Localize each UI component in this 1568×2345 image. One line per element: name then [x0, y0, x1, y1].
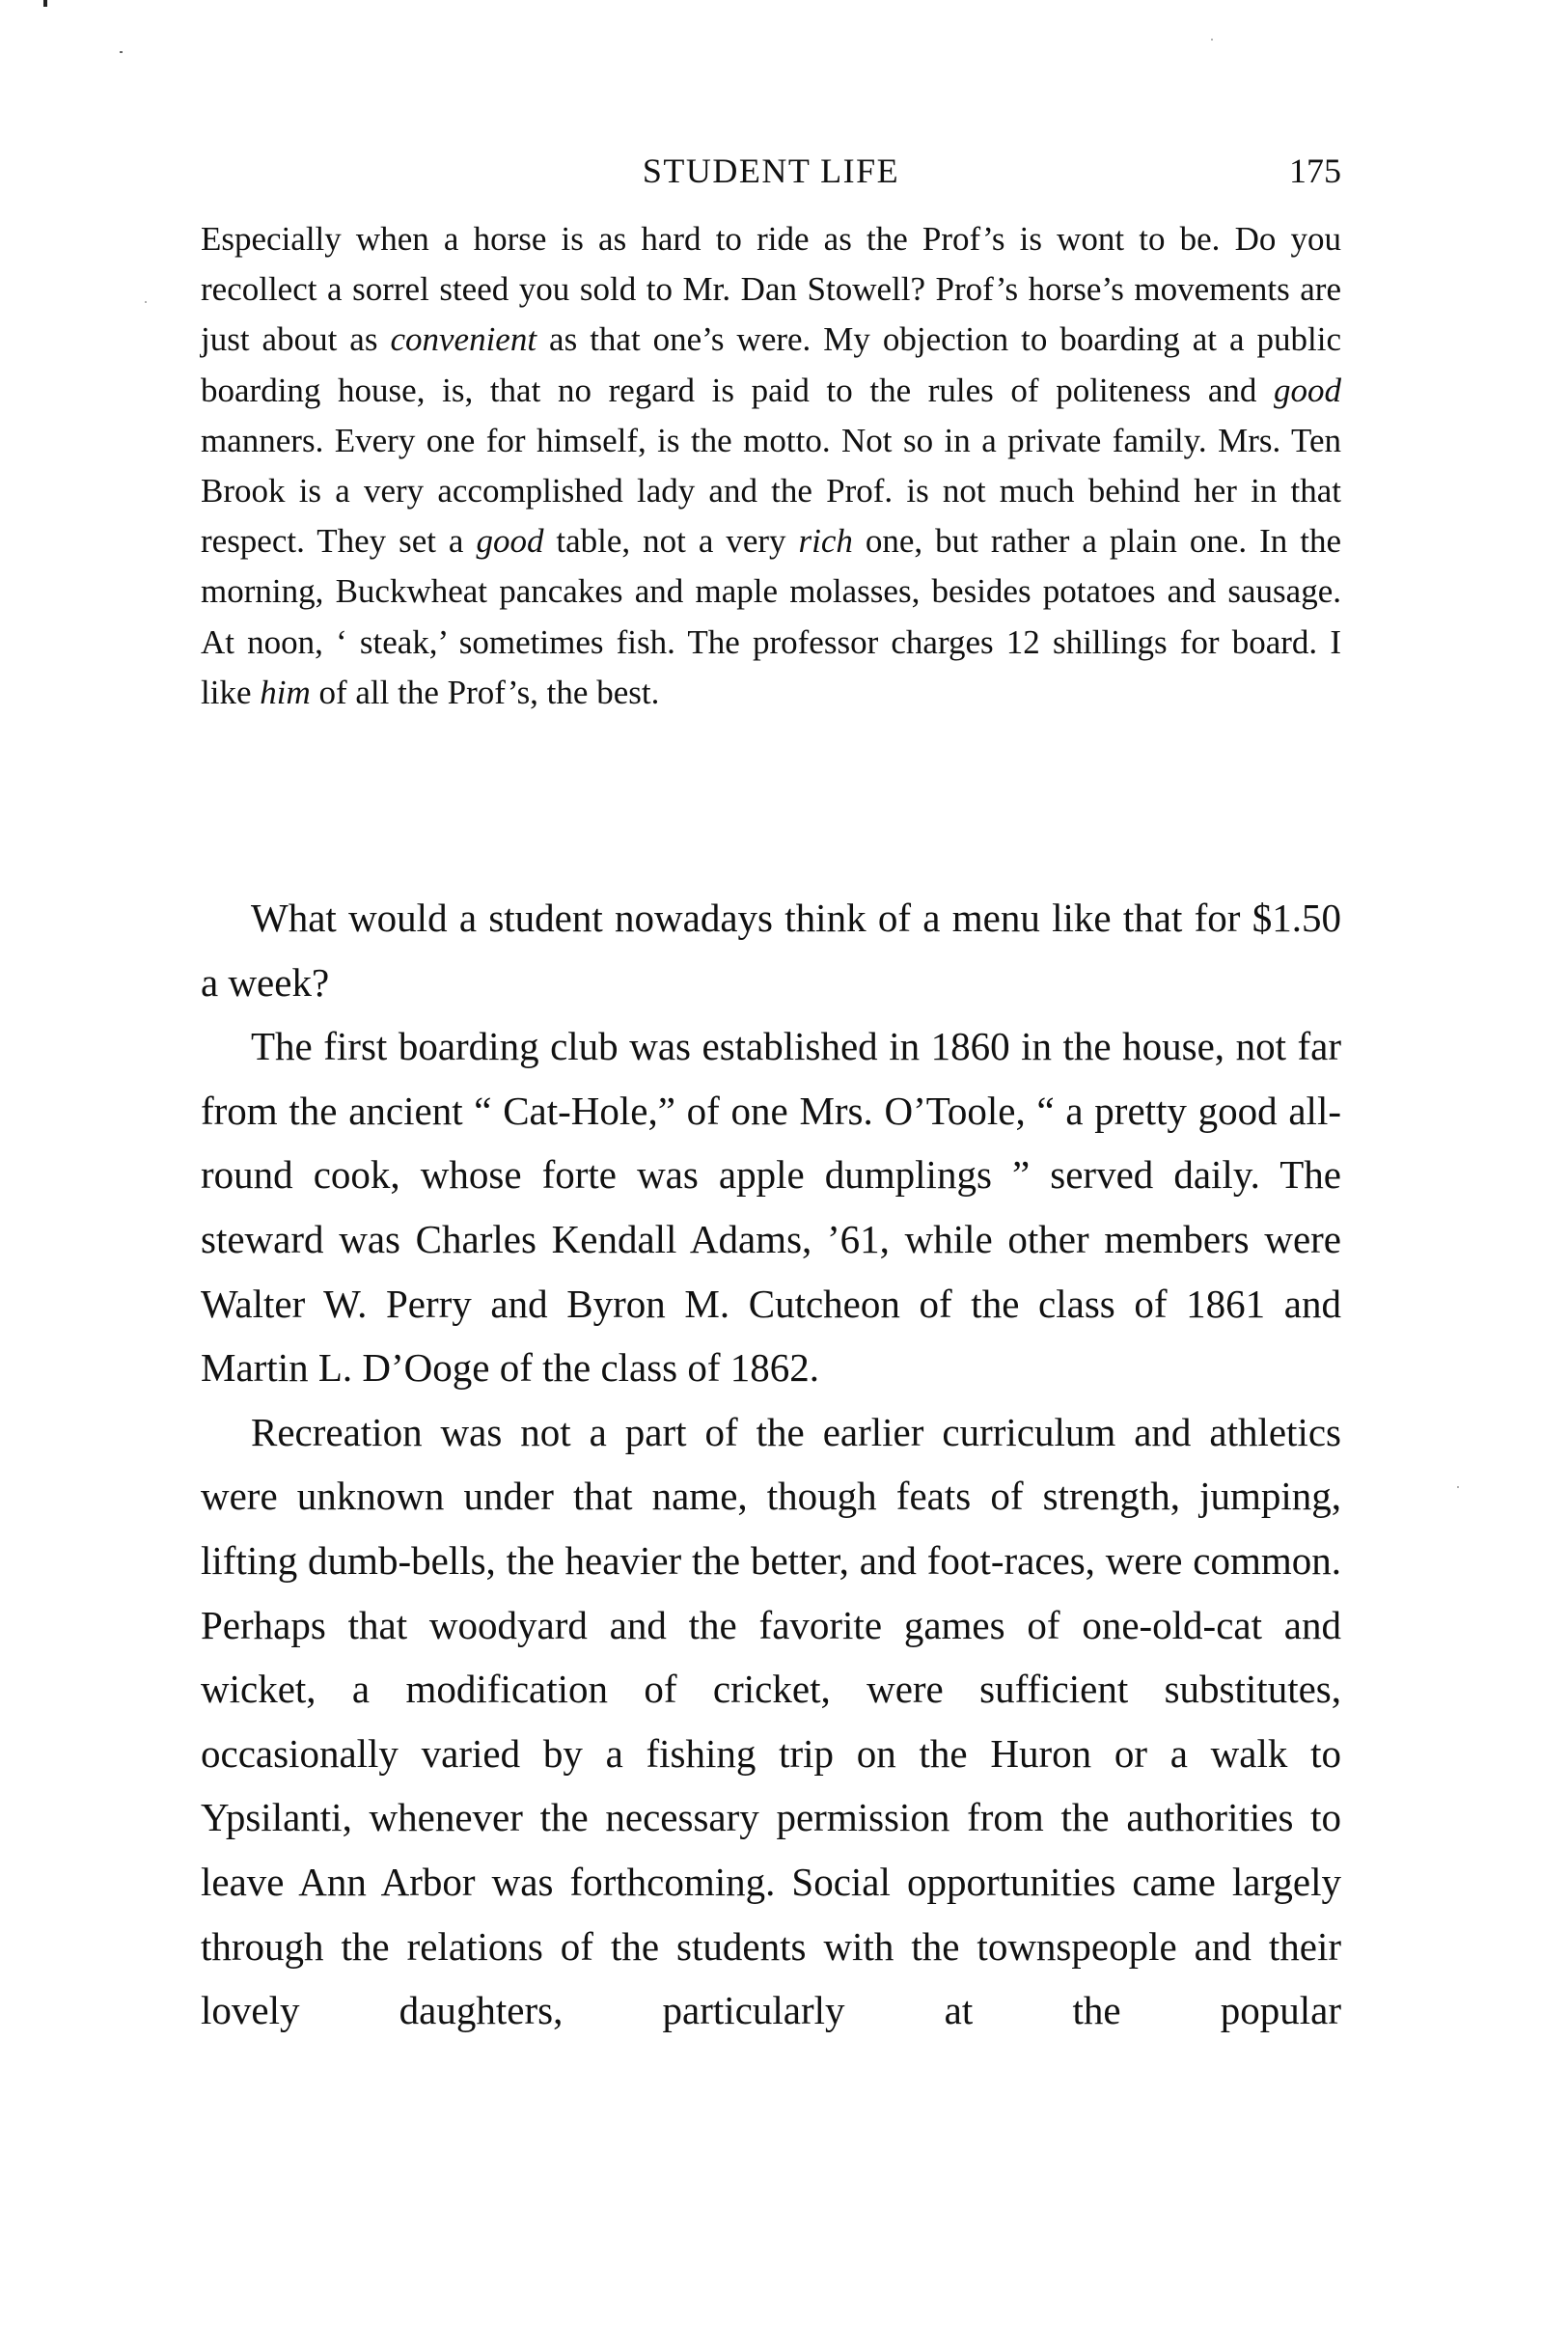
italic-emphasis: rich — [798, 522, 853, 561]
scan-speck — [145, 301, 147, 303]
quoted-letter — [201, 214, 1341, 718]
running-title: STUDENT LIFE — [642, 152, 900, 190]
italic-emphasis: good — [1274, 371, 1341, 409]
scan-artifact — [120, 51, 123, 53]
text-run: Especially when a horse is as hard to ride as the Prof’s is wont to be. Do you recollect a sorrel steed you sold to Mr. Dan Stowell? Prof’s horse’s movements are just about as — [201, 220, 1341, 359]
text-run: as that one’s were. My objection to boarding at a public boarding house, is, that no regard is paid to the rules of politeness and — [201, 320, 1342, 409]
text-run: of all the Prof’s, the best. — [310, 673, 660, 711]
text-run: one, but rather a plain one. In the morning, Buckwheat pancakes and maple molasses, besides potatoes and sausage. At noon, ‘ steak,’ sometimes fish. The professor charges 12 shillings for board. I like — [201, 522, 1341, 711]
italic-emphasis: good — [476, 522, 544, 561]
scan-speck — [1211, 39, 1213, 41]
text-run: table, not a very — [543, 522, 799, 561]
paragraph: The first boarding club was established in 1860 in the house, not far from the ancient “ Cat-Hole,” of one Mrs. O’Toole, “ a pretty good all-round cook, whose forte was apple dumplings ” served daily. The steward was Charles Kendall Adams, ’61, while other members were Walter W. Perry and Byron M. Cutcheon of the class of 1861 and Martin L. D’Ooge of the class of 1862. — [201, 1024, 1341, 1391]
italic-emphasis: convenient — [390, 320, 537, 359]
page-number: 175 — [1289, 152, 1341, 190]
scan-speck — [1457, 1486, 1459, 1488]
paragraph: What would a student nowadays think of a menu like that for $1.50 a week? — [201, 896, 1341, 1005]
quoted-letter-paragraph — [201, 214, 1341, 718]
body-text — [201, 886, 1341, 2043]
italic-emphasis: him — [260, 673, 311, 711]
paragraph: Recreation was not a part of the earlier curriculum and athletics were unknown under that name, though feats of strength, jumping, lifting dumb-bells, the heavier the better, and foot-races, were common. Perhaps that woodyard and the favorite games of one-old-cat and wicket, a modification of cricket, were sufficient substitutes, occasionally varied by a fishing trip on the Huron or a walk to Ypsilanti, whenever the necessary permission from the authorities to leave Ann Arbor was forthcoming. Social opportunities came largely through the relations of the students with the townspeople and their lovely daughters, particularly at the popular — [201, 1409, 1341, 2033]
scan-artifact — [43, 0, 47, 7]
running-head — [201, 145, 1341, 203]
text-run: manners. Every one for himself, is the motto. Not so in a private family. Mrs. Ten Brook is a very accomplished lady and the Prof. is not much behind her in that respect. They set a — [201, 421, 1341, 561]
